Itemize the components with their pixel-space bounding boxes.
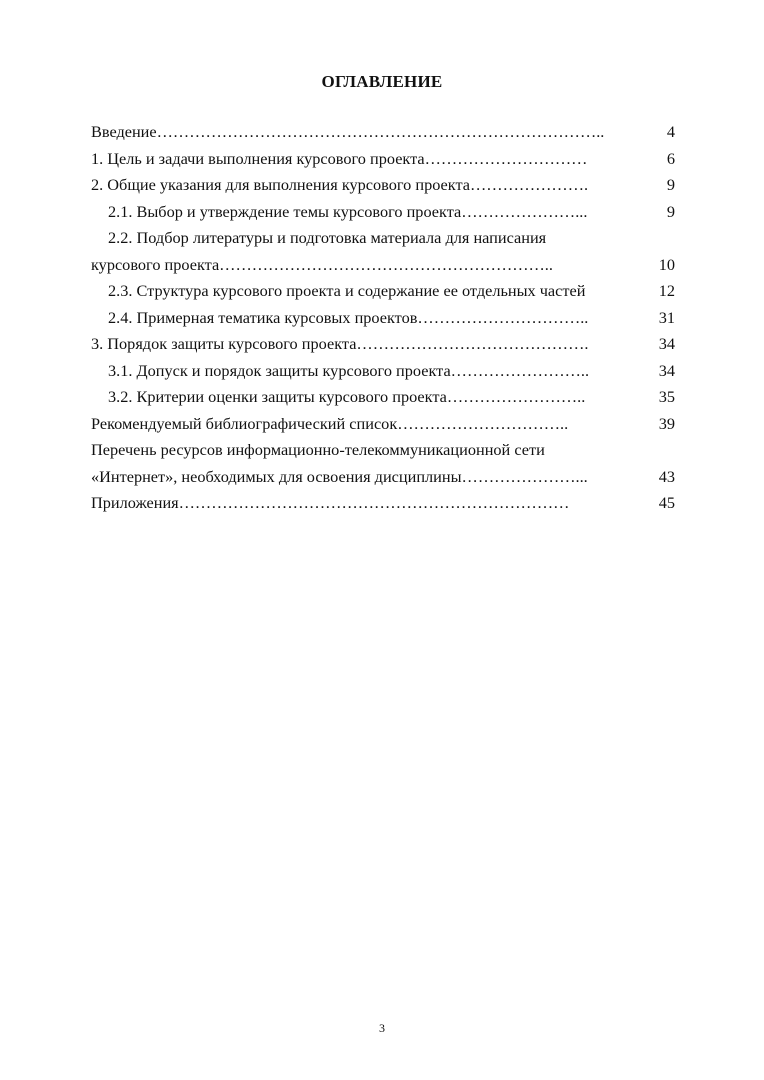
toc-entry-page: 45 — [658, 493, 675, 512]
toc-entry-text-line2: «Интернет», необходимых для освоения дисциплины…………………... — [91, 466, 588, 486]
toc-entry-page: 6 — [666, 148, 675, 168]
toc-entry-text: Введение……………………………………………………………………….. — [91, 122, 605, 141]
toc-entry-page: 9 — [666, 175, 675, 194]
toc-entry-page: 10 — [658, 254, 675, 274]
toc-entry-section-2-1[interactable] — [91, 199, 675, 226]
toc-entry-page: 9 — [666, 201, 675, 221]
toc-entry-section-3-1[interactable] — [91, 358, 675, 385]
toc-entry-text: 3. Порядок защиты курсового проекта……………………………………. — [91, 334, 589, 353]
toc-entry-appendices[interactable] — [91, 490, 675, 517]
toc-entry-page: 4 — [666, 122, 675, 141]
toc-entry-text-line1: Перечень ресурсов информационно-телекоммуникационной сети — [91, 440, 545, 459]
toc-entry-text-line2: курсового проекта…………………………………………………….. — [91, 254, 553, 274]
toc-entry-text: 2.4. Примерная тематика курсовых проектов………………………….. — [108, 307, 589, 327]
toc-entry-page: 35 — [658, 387, 675, 406]
toc-entry-text: 3.2. Критерии оценки защиты курсового проекта…………………….. — [108, 387, 586, 406]
toc-entry-text: 2.3. Структура курсового проекта и содержание ее отдельных частей — [108, 281, 586, 300]
toc-entry-text: Рекомендуемый библиографический список………………………….. — [91, 413, 569, 433]
page-number: 3 — [379, 1021, 385, 1035]
toc-entry-text: 3.1. Допуск и порядок защиты курсового проекта…………………….. — [108, 360, 590, 380]
toc-entry-page: 39 — [658, 413, 675, 433]
toc-entry-page: 43 — [658, 466, 675, 486]
toc-entry-section-2-4[interactable] — [91, 305, 675, 332]
table-of-contents — [91, 119, 675, 517]
toc-entry-section-1[interactable] — [91, 146, 675, 173]
toc-entry-text: 2. Общие указания для выполнения курсового проекта…………………. — [91, 175, 589, 194]
toc-entry-internet-resources[interactable] — [91, 437, 675, 490]
toc-entry-page: 34 — [658, 360, 675, 380]
toc-entry-page: 31 — [658, 307, 675, 327]
toc-entry-text: Приложения……………………………………………………………… — [91, 493, 570, 512]
toc-entry-page: 34 — [658, 334, 675, 353]
toc-entry-section-2[interactable] — [91, 172, 675, 199]
toc-entry-text: 2.1. Выбор и утверждение темы курсового проекта…………………... — [108, 201, 588, 221]
toc-entry-bibliography[interactable] — [91, 411, 675, 438]
toc-entry-section-2-2[interactable] — [91, 225, 675, 278]
toc-entry-section-3[interactable] — [91, 331, 675, 358]
page-title: ОГЛАВЛЕНИЕ — [321, 72, 443, 91]
toc-entry-introduction[interactable] — [91, 119, 675, 146]
toc-entry-text: 1. Цель и задачи выполнения курсового проекта………………………… — [91, 148, 588, 168]
toc-entry-text-line1: 2.2. Подбор литературы и подготовка материала для написания — [108, 228, 547, 247]
toc-entry-page: 12 — [658, 281, 675, 300]
toc-entry-section-3-2[interactable] — [91, 384, 675, 411]
toc-entry-section-2-3[interactable] — [91, 278, 675, 305]
